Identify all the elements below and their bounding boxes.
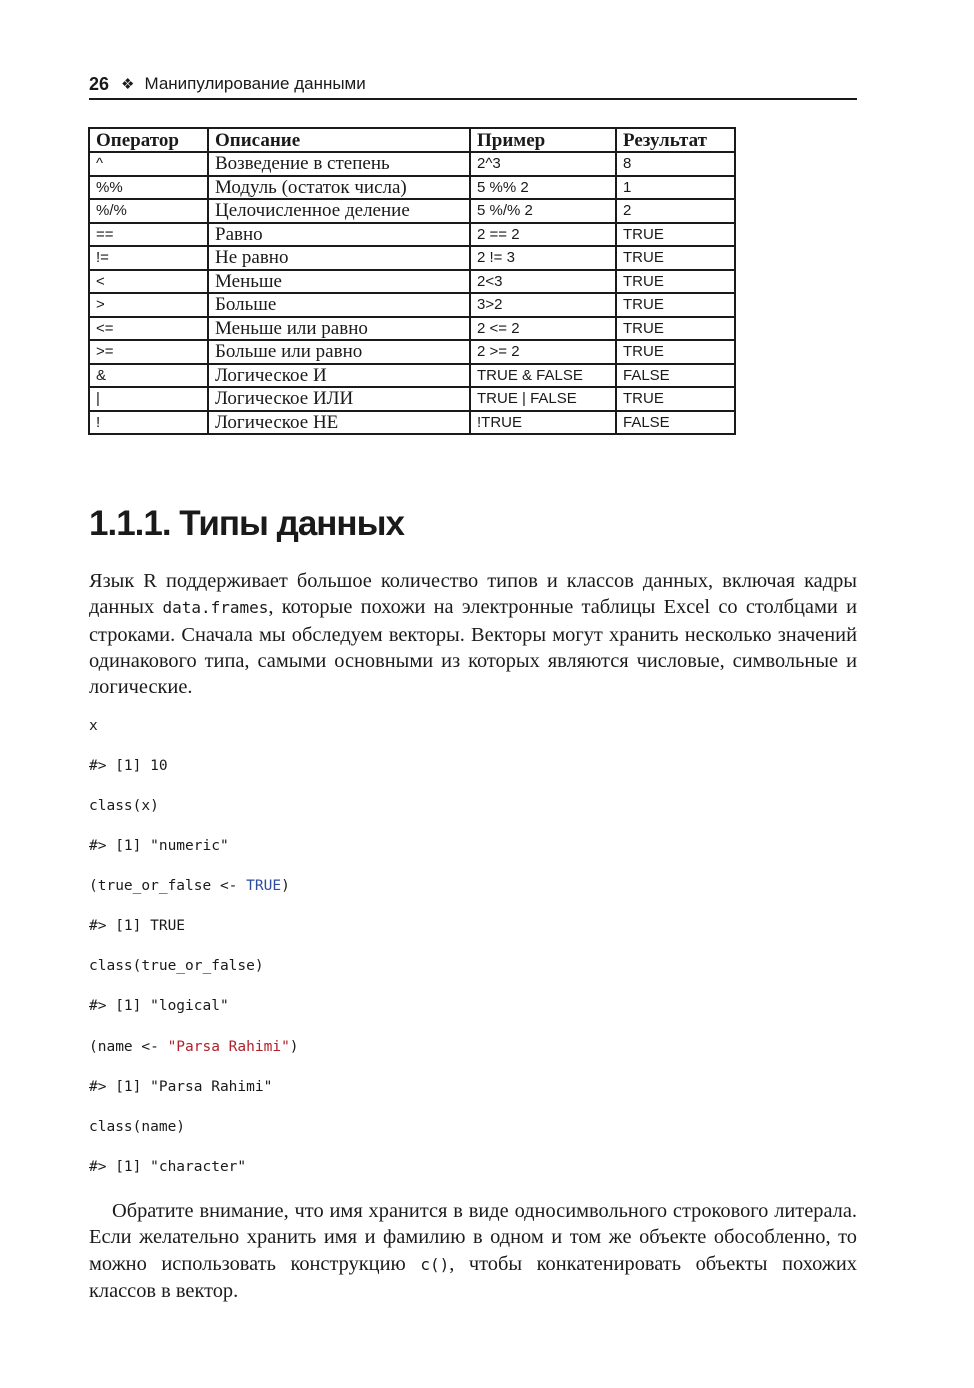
paragraph-text: , чтобы конкатенировать объекты похожих классов в вектор.	[89, 1252, 857, 1302]
code-line: class(x)	[89, 798, 159, 814]
table-body	[89, 152, 735, 434]
code-output: #> [1] "numeric"	[89, 838, 229, 854]
description-cell: Больше или равно	[208, 340, 470, 364]
section-heading: 1.1.1. Типы данных	[89, 504, 404, 543]
example-cell: 2 <= 2	[470, 317, 616, 341]
page-number: 26	[89, 73, 110, 94]
example-cell: 2 == 2	[470, 223, 616, 247]
table-header-row	[89, 128, 735, 152]
operator-cell: %%	[89, 176, 208, 200]
result-cell: FALSE	[616, 364, 735, 388]
inline-code: data.frames	[162, 598, 269, 618]
operator-cell: %/%	[89, 199, 208, 223]
result-cell: TRUE	[616, 270, 735, 294]
result-cell: TRUE	[616, 246, 735, 270]
table-row	[89, 387, 735, 411]
code-keyword: TRUE	[246, 878, 282, 894]
column-header: Оператор	[89, 128, 208, 152]
operator-cell: <	[89, 270, 208, 294]
operator-cell: !	[89, 411, 208, 435]
description-cell: Больше	[208, 293, 470, 317]
code-output: #> [1] 10	[89, 758, 168, 774]
code-text: )	[289, 1039, 299, 1055]
operators-table	[88, 127, 736, 435]
result-cell: TRUE	[616, 293, 735, 317]
paragraph-text: Язык R поддерживает большое количество типов и классов данных, включая кадры данных	[89, 570, 857, 619]
result-cell: 8	[616, 152, 735, 176]
example-cell: 2<3	[470, 270, 616, 294]
ornament-icon: ❖	[121, 76, 135, 93]
example-cell: 5 %% 2	[470, 176, 616, 200]
operator-cell: <=	[89, 317, 208, 341]
result-cell: 1	[616, 176, 735, 200]
code-line	[89, 1039, 299, 1055]
page-header	[89, 70, 857, 100]
body-paragraph	[89, 1198, 857, 1304]
description-cell: Модуль (остаток числа)	[208, 176, 470, 200]
example-cell: TRUE & FALSE	[470, 364, 616, 388]
example-cell: 2 != 3	[470, 246, 616, 270]
table-row	[89, 270, 735, 294]
inline-code: c()	[420, 1254, 450, 1274]
description-cell: Логическое И	[208, 364, 470, 388]
operator-cell: !=	[89, 246, 208, 270]
table-row	[89, 411, 735, 435]
code-text: (name <-	[89, 1039, 168, 1055]
operator-cell: &	[89, 364, 208, 388]
table-row	[89, 223, 735, 247]
table-row	[89, 317, 735, 341]
example-cell: TRUE | FALSE	[470, 387, 616, 411]
code-output: #> [1] TRUE	[89, 918, 186, 934]
description-cell: Целочисленное деление	[208, 199, 470, 223]
column-header: Результат	[616, 128, 735, 152]
code-line: class(name)	[89, 1119, 186, 1135]
column-header: Пример	[470, 128, 616, 152]
code-text: (true_or_false <-	[89, 878, 247, 894]
code-line: x	[89, 718, 98, 734]
description-cell: Равно	[208, 223, 470, 247]
body-paragraph	[89, 568, 857, 700]
result-cell: TRUE	[616, 387, 735, 411]
code-string: "Parsa Rahimi"	[167, 1039, 290, 1055]
result-cell: TRUE	[616, 223, 735, 247]
code-output: #> [1] "character"	[89, 1159, 247, 1175]
code-output: #> [1] "Parsa Rahimi"	[89, 1079, 273, 1095]
chapter-title: Манипулирование данными	[144, 74, 366, 93]
example-cell: 3>2	[470, 293, 616, 317]
result-cell: TRUE	[616, 317, 735, 341]
operator-cell: |	[89, 387, 208, 411]
operator-cell: >	[89, 293, 208, 317]
table-row	[89, 199, 735, 223]
code-output: #> [1] "logical"	[89, 998, 229, 1014]
example-cell: 5 %/% 2	[470, 199, 616, 223]
table-row	[89, 340, 735, 364]
paragraph-text: , которые похожи на электронные таблицы Excel со столбцами и строками. Сначала мы обследуем векторы. Векторы могут хранить несколько значений одинакового типа, самыми основными из которых являются числовые, символьные и логические.	[89, 596, 857, 699]
example-cell: 2 >= 2	[470, 340, 616, 364]
table-row	[89, 293, 735, 317]
result-cell: TRUE	[616, 340, 735, 364]
table-row	[89, 246, 735, 270]
column-header: Описание	[208, 128, 470, 152]
table-row	[89, 152, 735, 176]
table-row	[89, 176, 735, 200]
description-cell: Логическое НЕ	[208, 411, 470, 435]
example-cell: 2^3	[470, 152, 616, 176]
table-row	[89, 364, 735, 388]
description-cell: Логическое ИЛИ	[208, 387, 470, 411]
operator-cell: ==	[89, 223, 208, 247]
code-text: )	[281, 878, 290, 894]
paragraph-text: Обратите внимание, что имя хранится в виде односимвольного строкового литерала. Если желательно хранить имя и фамилию в одном и том же объекте обособленно, то можно использовать конструкцию	[89, 1200, 857, 1275]
description-cell: Меньше или равно	[208, 317, 470, 341]
code-line: class(true_or_false)	[89, 958, 264, 974]
operator-cell: ^	[89, 152, 208, 176]
result-cell: 2	[616, 199, 735, 223]
description-cell: Меньше	[208, 270, 470, 294]
code-line	[89, 878, 290, 894]
operator-cell: >=	[89, 340, 208, 364]
result-cell: FALSE	[616, 411, 735, 435]
example-cell: !TRUE	[470, 411, 616, 435]
description-cell: Не равно	[208, 246, 470, 270]
description-cell: Возведение в степень	[208, 152, 470, 176]
